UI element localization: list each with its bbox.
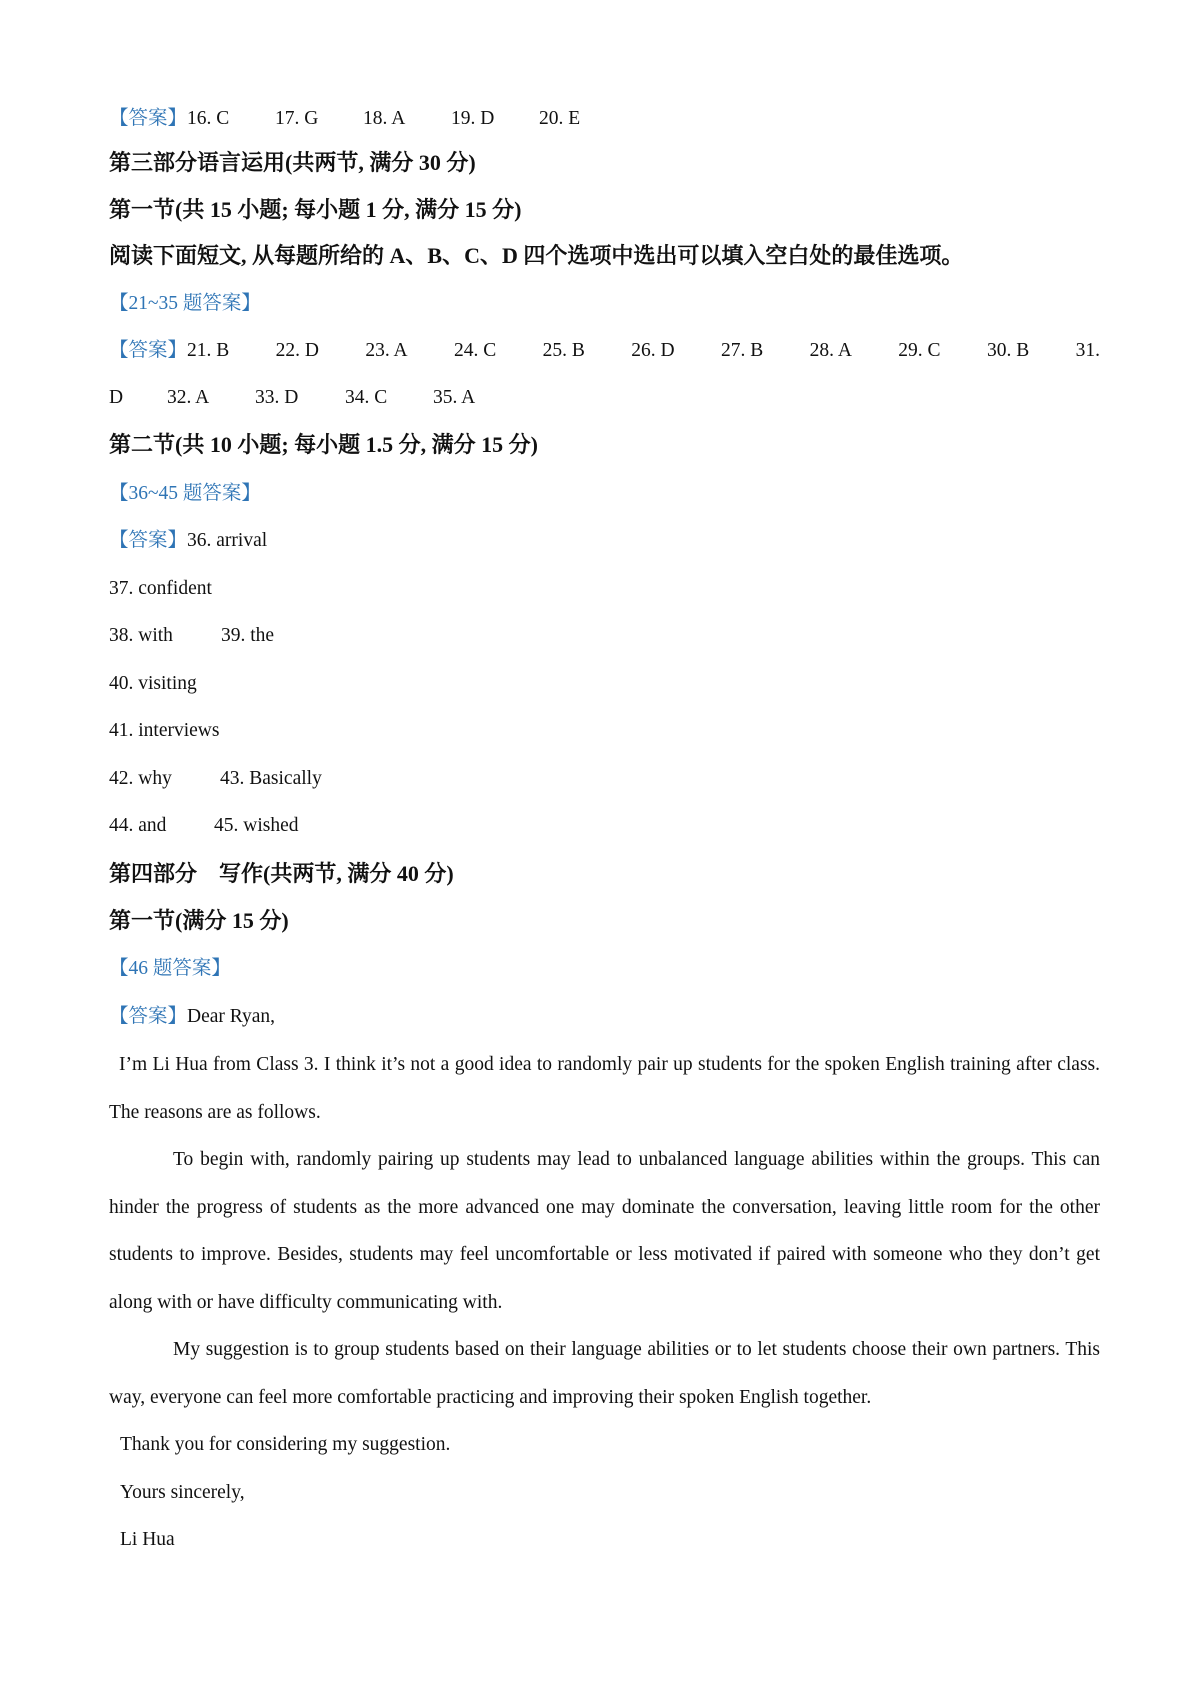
answer-44: 44. and [109,815,167,836]
letter-closing: Yours sincerely, [120,1482,245,1503]
letter-paragraph-1-text: To begin with, randomly pairing up students may lead to unbalanced language abilities within the groups. This can hinder the progress of students as the more advanced one may dominate the conversation, leaving little room for the other students to improve. Besides, students may feel uncomfortable or less motivated if paired with someone who they don’t get along with or have difficulty communicating with. [109,1149,1100,1313]
answer-34: 34. C [345,387,388,408]
answer-tag: 【答案】 [109,1006,188,1027]
answer-42: 42. why [109,768,172,789]
answers-42-43-row [109,767,1100,791]
q21-35-answer-heading: 【21~35 题答案】 [109,293,261,314]
answer-24: 24. C [454,340,497,361]
letter-paragraph-2-text: My suggestion is to group students based on their language abilities or to let students choose their own partners. This way, everyone can feel more comfortable practicing and improving their spoken English together. [109,1339,1100,1408]
answer-40: 40. visiting [109,673,197,694]
letter-greeting-row [109,1005,1100,1029]
letter-thanks: Thank you for considering my suggestion. [120,1434,451,1455]
letter-paragraph-1 [109,1136,1100,1326]
q36-45-answer-heading: 【36~45 题答案】 [109,483,261,504]
answer-16: 16. C [187,108,230,129]
answer-39: 39. the [221,625,275,646]
answer-29: 29. C [898,340,941,361]
answer-43: 43. Basically [220,768,322,789]
answers-44-45-row [109,814,1100,838]
answer-28: 28. A [809,340,852,361]
answer-tag: 【答案】 [109,108,188,129]
answer-26: 26. D [631,340,675,361]
answers-16-20-row [109,107,1100,131]
answer-19: 19. D [451,108,495,129]
answer-20: 20. E [539,108,581,129]
part4-title: 第四部分 写作(共两节, 满分 40 分) [109,861,454,886]
answers-21-35-row-1 [109,339,1100,363]
letter-paragraph-2 [109,1326,1100,1421]
answer-41: 41. interviews [109,720,220,741]
answer-32: 32. A [167,387,210,408]
letter-intro [109,1041,1100,1136]
part4-section1-title: 第一节(满分 15 分) [109,908,289,933]
answer-23: 23. A [365,340,408,361]
answer-27: 27. B [721,340,764,361]
answer-25: 25. B [542,340,585,361]
answer-22: 22. D [275,340,319,361]
answer-35: 35. A [433,387,476,408]
answer-tag: 【答案】 [109,530,188,551]
answer-36: 36. arrival [187,530,268,551]
answer-17: 17. G [275,108,319,129]
section1-title: 第一节(共 15 小题; 每小题 1 分, 满分 15 分) [109,197,522,222]
answer-tag: 【答案】 [109,340,188,361]
answer-33: 33. D [255,387,299,408]
answers-38-39-row [109,624,1100,648]
answer-38: 38. with [109,625,173,646]
answer-31: 31. [1075,340,1100,361]
letter-greeting: Dear Ryan, [187,1006,276,1027]
section2-title: 第二节(共 10 小题; 每小题 1.5 分, 满分 15 分) [109,432,538,457]
q46-answer-heading: 【46 题答案】 [109,958,231,979]
part3-title: 第三部分语言运用(共两节, 满分 30 分) [109,150,476,175]
answer-31-cont: D [109,387,124,408]
answers-21-35-row-2 [109,386,1100,410]
answer-37: 37. confident [109,578,212,599]
answer-45: 45. wished [214,815,299,836]
answer-18: 18. A [363,108,406,129]
answer-21: 21. B [187,340,230,361]
letter-intro-text: I’m Li Hua from Class 3. I think it’s not a good idea to randomly pair up students for the spoken English training after class. The reasons are as follows. [109,1054,1100,1123]
section1-instruction: 阅读下面短文, 从每题所给的 A、B、C、D 四个选项中选出可以填入空白处的最佳选项。 [109,243,964,268]
letter-signature: Li Hua [120,1529,175,1550]
answer-30: 30. B [986,340,1030,361]
answer-36-row [109,529,1100,553]
